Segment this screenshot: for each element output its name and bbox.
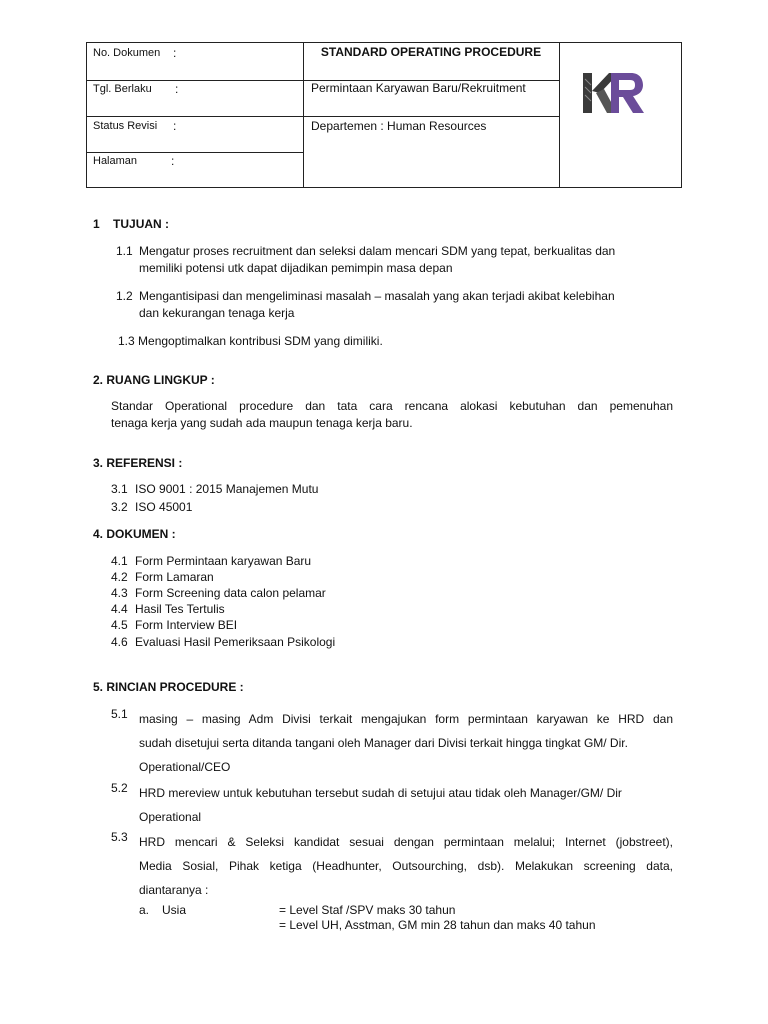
list-item [139, 830, 673, 902]
sub-item-values [279, 903, 596, 932]
item-text: Mengoptimalkan kontribusi SDM yang dimiliki. [138, 334, 383, 348]
doc-no-label: No. Dokumen [93, 47, 161, 59]
list-item [111, 618, 237, 632]
item-number: 4.6 [111, 635, 128, 649]
item-text: Hasil Tes Tertulis [135, 602, 225, 616]
section-1-heading [93, 217, 169, 231]
doc-department: Departemen : Human Resources [311, 119, 487, 133]
revision-colon: : [173, 119, 177, 133]
section-3-heading: 3. REFERENSI : [93, 456, 183, 470]
doc-subject: Permintaan Karyawan Baru/Rekruitment [311, 81, 526, 95]
item-number: 4.3 [111, 586, 128, 600]
sop-header-table [86, 42, 682, 188]
valid-date-label: Tgl. Berlaku [93, 83, 152, 95]
item-number: 5.2 [111, 781, 128, 795]
list-item [111, 554, 311, 568]
item-text: Form Permintaan karyawan Baru [135, 554, 312, 568]
revision-label: Status Revisi [93, 120, 158, 132]
sub-item-letter: a. [139, 903, 150, 917]
section-4-heading: 4. DOKUMEN : [93, 527, 176, 541]
item-number: 3.2 [111, 500, 128, 514]
list-item [111, 500, 192, 514]
list-item [116, 244, 133, 258]
item-number: 1.2 [116, 289, 133, 303]
section-1-number: 1 [93, 217, 100, 231]
item-text: ISO 9001 : 2015 Manajemen Mutu [135, 482, 319, 496]
page-colon: : [171, 154, 175, 168]
item-number: 4.2 [111, 570, 128, 584]
list-item [139, 707, 673, 779]
section-2-heading: 2. RUANG LINGKUP : [93, 373, 215, 387]
item-number: 5.1 [111, 707, 128, 721]
sub-item-label: Usia [162, 903, 187, 917]
list-item [139, 289, 659, 320]
item-text: memiliki potensi utk dapat dijadikan pemimpin masa depan [139, 261, 453, 275]
list-item [111, 602, 225, 616]
item-text: HRD mencari & Seleksi kandidat sesuai dengan permintaan melalui; Internet (jobstreet), [139, 835, 673, 849]
section-1-title: TUJUAN : [113, 217, 170, 231]
item-number: 4.5 [111, 618, 128, 632]
page-label: Halaman [93, 155, 138, 167]
doc-title: STANDARD OPERATING PROCEDURE [320, 45, 542, 59]
item-text: Form Screening data calon pelamar [135, 586, 326, 600]
sub-item-text: = Level UH, Asstman, GM min 28 tahun dan maks 40 tahun [279, 918, 596, 932]
list-item [111, 482, 318, 496]
item-number: 3.1 [111, 482, 128, 496]
sub-item-text: = Level Staf /SPV maks 30 tahun [279, 903, 456, 917]
page-field [93, 154, 175, 168]
item-text: diantaranya : [139, 883, 209, 897]
paragraph-line: tenaga kerja yang sudah ada maupun tenaga kerja baru. [111, 416, 413, 430]
paragraph-line: Standar Operational procedure dan tata cara rencana alokasi kebutuhan dan pemenuhan [111, 399, 673, 413]
table-divider [87, 80, 303, 81]
item-text: ISO 45001 [135, 500, 193, 514]
list-item [139, 244, 659, 275]
item-number: 5.3 [111, 830, 128, 844]
item-text: Mengantisipasi dan mengeliminasi masalah – masalah yang akan terjadi akibat kelebihan [139, 289, 615, 303]
item-text: Operational [139, 810, 202, 824]
table-divider [87, 116, 559, 117]
item-number: 4.4 [111, 602, 128, 616]
item-number: 4.1 [111, 554, 128, 568]
section-5-heading: 5. RINCIAN PROCEDURE : [93, 680, 244, 694]
valid-date-field [93, 82, 179, 96]
list-item [118, 334, 383, 348]
item-text: dan kekurangan tenaga kerja [139, 306, 295, 320]
revision-field [93, 119, 177, 133]
doc-no-field [93, 46, 177, 60]
item-number: 1.3 [118, 334, 135, 348]
list-item [111, 570, 214, 584]
company-logo [581, 69, 647, 117]
table-divider [559, 43, 560, 188]
item-text: Evaluasi Hasil Pemeriksaan Psikologi [135, 635, 336, 649]
item-text: HRD mereview untuk kebutuhan tersebut sudah di setujui atau tidak oleh Manager/GM/ Dir [139, 786, 622, 800]
valid-date-colon: : [175, 82, 179, 96]
item-text: Form Interview BEI [135, 618, 238, 632]
item-text: Mengatur proses recruitment dan seleksi dalam mencari SDM yang tepat, berkualitas dan [139, 244, 616, 258]
scope-paragraph [111, 399, 673, 430]
doc-no-colon: : [173, 46, 177, 60]
item-text: masing – masing Adm Divisi terkait mengajukan form permintaan karyawan ke HRD dan [139, 712, 673, 726]
item-number: 1.1 [116, 244, 133, 258]
list-item [139, 781, 673, 829]
table-divider [87, 152, 303, 153]
list-item [116, 289, 133, 303]
list-item [111, 586, 326, 600]
item-text: Form Lamaran [135, 570, 214, 584]
item-text: Operational/CEO [139, 760, 231, 774]
list-item [111, 635, 335, 649]
item-text: Media Sosial, Pihak ketiga (Headhunter, Outsourching, dsb). Melakukan screening data, [139, 859, 673, 873]
logo-r-letter [611, 73, 644, 113]
item-text: sudah disetujui serta ditanda tangani oleh Manager dari Divisi terkait hingga tingkat GM/ Dir. [139, 736, 628, 750]
